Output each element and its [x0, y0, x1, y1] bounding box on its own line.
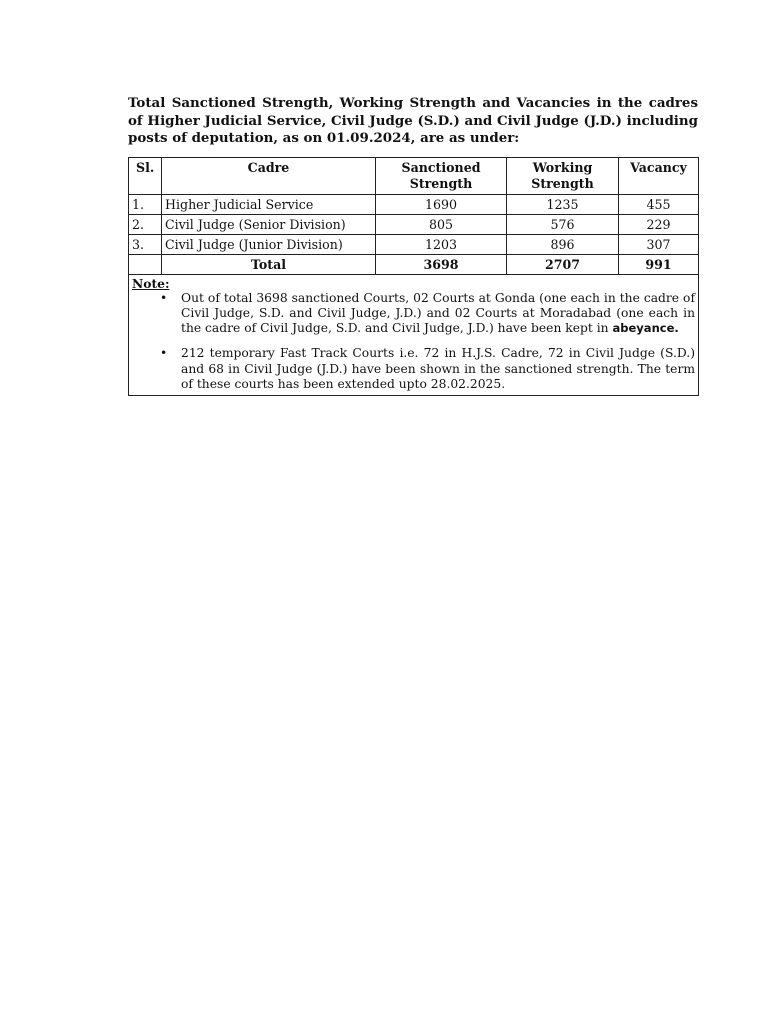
bullet-icon: •: [160, 346, 168, 361]
row-sl: 1.: [129, 194, 162, 214]
row-vacancy: 307: [619, 234, 699, 254]
header-sl: Sl.: [129, 157, 162, 194]
total-label: Total: [162, 254, 376, 274]
total-working: 2707: [507, 254, 619, 274]
header-sanctioned-line2: Strength: [409, 176, 473, 191]
note-item-text: Out of total 3698 sanctioned Courts, 02 Courts at Gonda (one each in the cadre of Civil Judge, S.D. and Civil Judge, J.D.) and 02 Courts at Moradabad (one each in the cadre of Civil Judge, S.D. and Civil Judge, J.D.) have been kept in: [181, 290, 695, 336]
table-header-row: [129, 157, 699, 194]
header-sanctioned-strength: [376, 157, 507, 194]
document-heading: Total Sanctioned Strength, Working Strength and Vacancies in the cadres of Higher Judicial Service, Civil Judge (S.D.) and Civil Judge (J.D.) including posts of deputation, as on 01.09.2024, are as under:: [128, 95, 698, 146]
table-row: [129, 234, 699, 254]
header-working-line2: Strength: [531, 176, 594, 191]
header-cadre: Cadre: [162, 157, 376, 194]
header-working-line1: Working: [532, 159, 593, 175]
note-item: [132, 291, 695, 337]
row-sl: 2.: [129, 214, 162, 234]
header-working-strength: [507, 157, 619, 194]
row-cadre: Civil Judge (Junior Division): [162, 234, 376, 254]
row-sanctioned: 1690: [376, 194, 507, 214]
table-total-row: [129, 254, 699, 274]
row-cadre: Higher Judicial Service: [162, 194, 376, 214]
row-sanctioned: 1203: [376, 234, 507, 254]
row-sanctioned: 805: [376, 214, 507, 234]
header-vacancy: Vacancy: [619, 157, 699, 194]
note-list: [132, 291, 695, 392]
table-row: [129, 214, 699, 234]
note-cell: [129, 274, 699, 395]
total-vacancy: 991: [619, 254, 699, 274]
header-sanctioned-line1: Sanctioned: [401, 159, 481, 175]
note-item: [132, 346, 695, 392]
strength-table: [128, 157, 699, 396]
row-vacancy: 229: [619, 214, 699, 234]
row-working: 896: [507, 234, 619, 254]
row-working: 1235: [507, 194, 619, 214]
table-row: [129, 194, 699, 214]
row-working: 576: [507, 214, 619, 234]
total-sl-empty: [129, 254, 162, 274]
bullet-icon: •: [160, 290, 168, 305]
row-vacancy: 455: [619, 194, 699, 214]
row-sl: 3.: [129, 234, 162, 254]
total-sanctioned: 3698: [376, 254, 507, 274]
note-row: [129, 274, 699, 395]
note-label: Note:: [132, 275, 170, 291]
note-item-text: 212 temporary Fast Track Courts i.e. 72 in H.J.S. Cadre, 72 in Civil Judge (S.D.) and 68 in Civil Judge (J.D.) have been shown in the sanctioned strength. The term of these courts has been extended upto 28.02.2025.: [181, 346, 695, 391]
document-page: [128, 95, 698, 396]
note-item-emphasis: abeyance.: [612, 321, 679, 336]
row-cadre: Civil Judge (Senior Division): [162, 214, 376, 234]
